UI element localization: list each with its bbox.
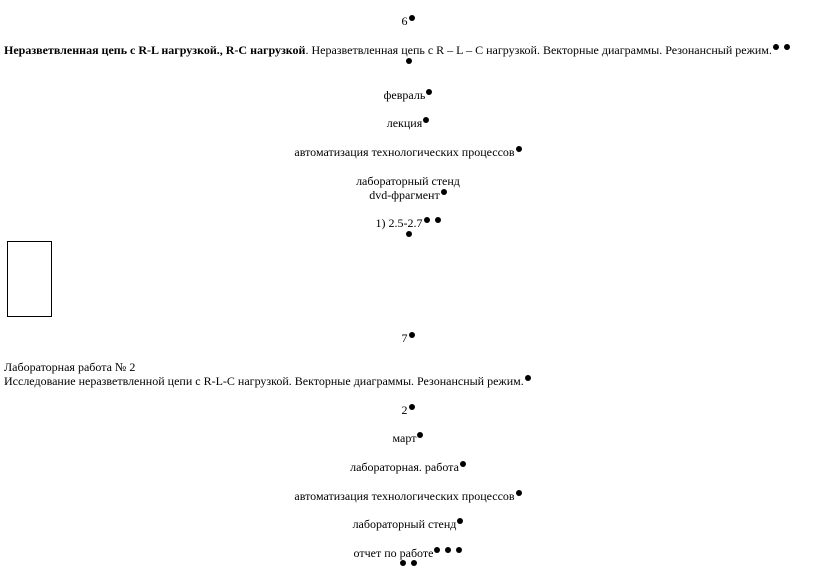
section1-month-text: февраль [383, 88, 426, 102]
section2-hours [0, 403, 816, 417]
bullet-icon [409, 332, 415, 338]
bullet-icon [784, 44, 790, 50]
bullet-icon [457, 518, 463, 524]
section2-lab-title [4, 360, 135, 374]
section2-specialty-text: автоматизация технологических процессов [294, 489, 515, 503]
section1-title [4, 43, 790, 57]
section2-lab-title-text: Лабораторная работа № 2 [4, 360, 136, 374]
section2-lab-subject [4, 374, 531, 388]
bullet-icon [406, 231, 412, 237]
bullet-icon [406, 58, 412, 64]
section1-title-bold: Неразветвленная цепь с R-L нагрузкой., R-C нагрузкой [4, 43, 306, 57]
section1-specialty-text: автоматизация технологических процессов [294, 145, 515, 159]
bullet-icon [456, 547, 462, 553]
section2-report-bullets [0, 559, 816, 573]
bullet-icon [773, 44, 779, 50]
bullet-icon [400, 560, 406, 566]
bullet-icon [434, 547, 440, 553]
bullet-icon [460, 461, 466, 467]
section1-type-text: лекция [386, 116, 423, 130]
section2-report-text: отчет по работе [353, 546, 434, 560]
bullet-icon [516, 490, 522, 496]
section2-type [0, 460, 816, 474]
section2-lab-subject-text: Исследование неразветвленной цепи с R-L-C нагрузкой. Векторные диаграммы. Резонансный режим. [4, 374, 524, 388]
section1-specialty [0, 145, 816, 159]
section1-reference [0, 216, 816, 230]
bullet-icon [417, 432, 423, 438]
section1-equipment-1 [0, 174, 816, 188]
section1-equipment-2-text: dvd-фрагмент [369, 188, 440, 202]
bullet-icon [411, 560, 417, 566]
section1-number-text: 6 [401, 14, 408, 28]
section2-hours-text: 2 [401, 403, 408, 417]
section2-equipment [0, 517, 816, 531]
section1-month [0, 88, 816, 102]
bullet-icon [516, 146, 522, 152]
section2-type-text: лабораторная. работа [350, 460, 459, 474]
bullet-icon [423, 117, 429, 123]
empty-frame [7, 241, 52, 317]
section2-month-text: март [392, 431, 417, 445]
section2-number [0, 331, 816, 345]
bullet-icon [441, 189, 447, 195]
section2-report [0, 546, 816, 560]
section1-reference-text: 1) 2.5-2.7 [375, 216, 423, 230]
section2-month [0, 431, 816, 445]
bullet-icon [426, 89, 432, 95]
section2-number-text: 7 [401, 331, 408, 345]
bullet-icon [435, 217, 441, 223]
section1-number [0, 14, 816, 28]
section1-reference-bullet [0, 230, 816, 244]
bullet-icon [445, 547, 451, 553]
section1-title-bullet [0, 57, 816, 71]
bullet-icon [424, 217, 430, 223]
section1-equipment-2 [0, 188, 816, 202]
section2-equipment-text: лабораторный стенд [352, 517, 457, 531]
section1-type [0, 116, 816, 130]
section1-equipment-1-text: лабораторный стенд [356, 174, 460, 188]
bullet-icon [409, 15, 415, 21]
bullet-icon [409, 404, 415, 410]
bullet-icon [525, 375, 531, 381]
section2-specialty [0, 489, 816, 503]
section1-title-rest: . Неразветвленная цепь с R – L – C нагрузкой. Векторные диаграммы. Резонансный режим. [305, 43, 772, 57]
